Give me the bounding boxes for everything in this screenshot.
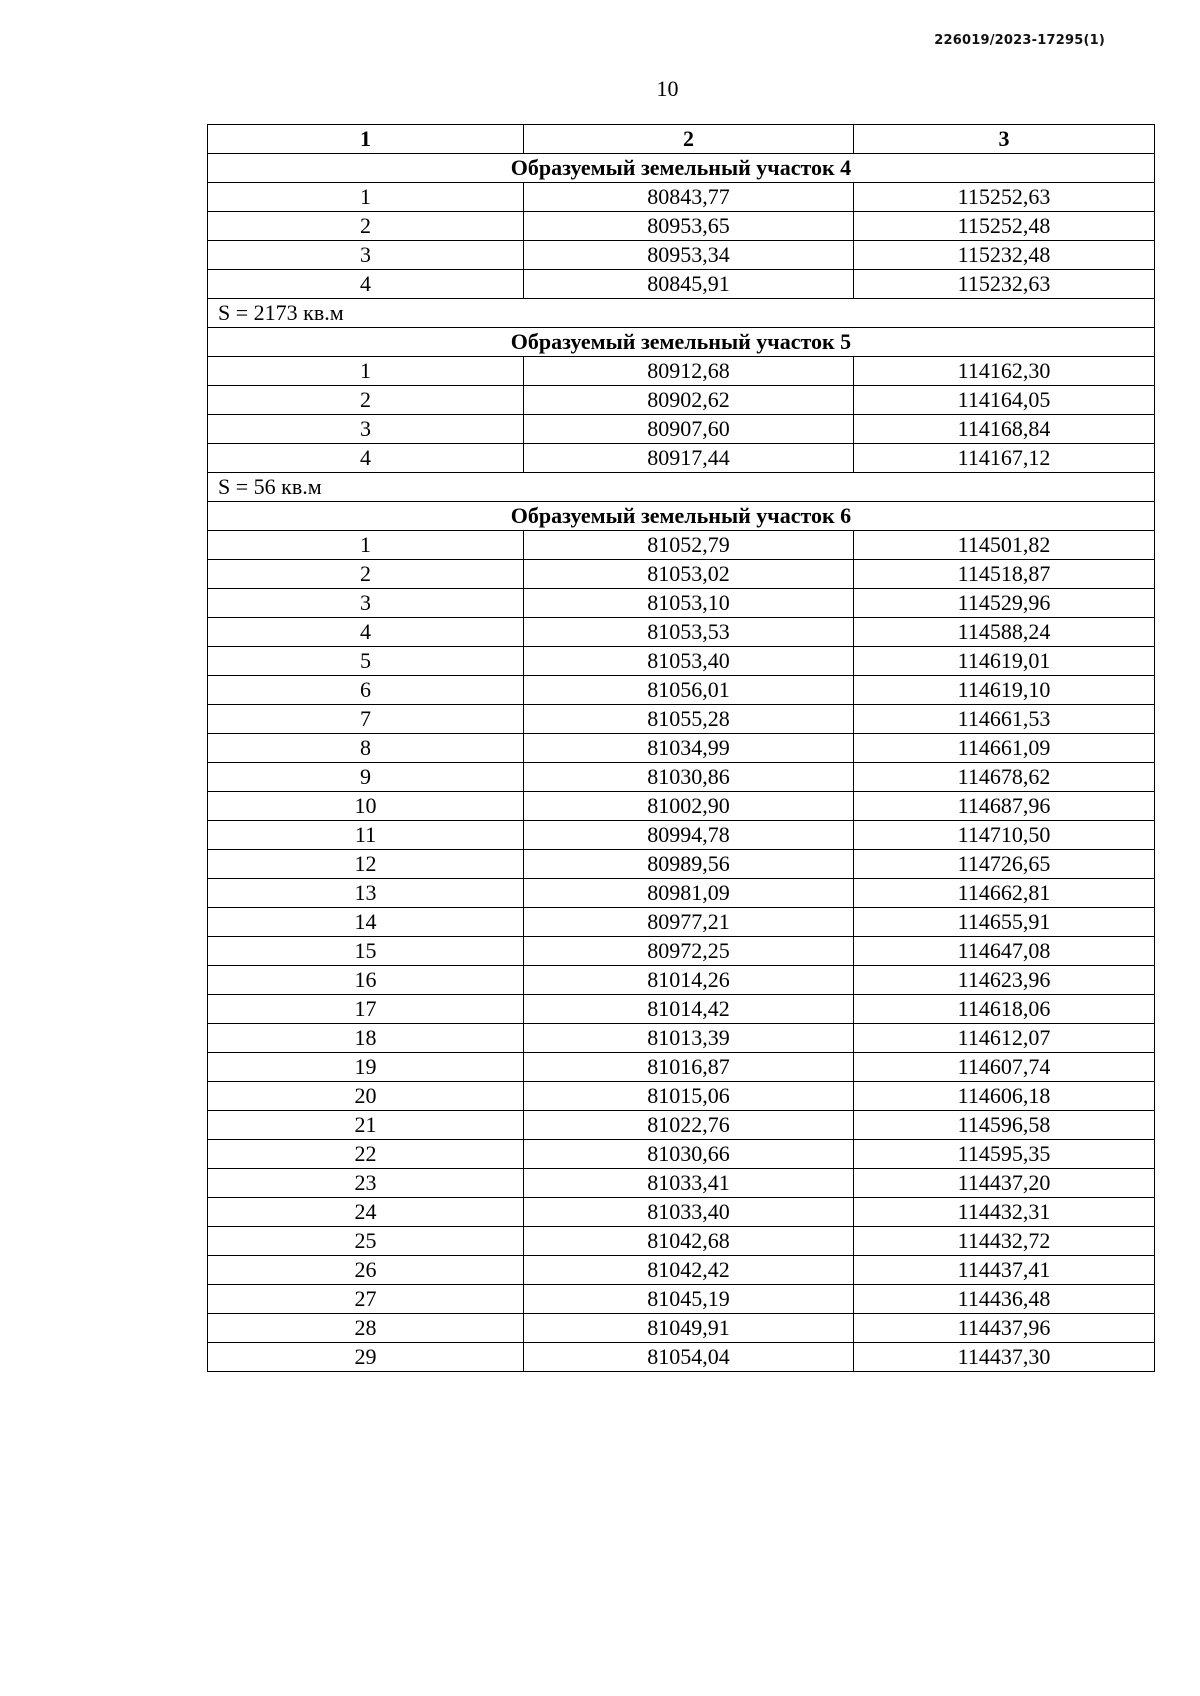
y-coordinate-cell: 114661,09 [854, 734, 1155, 763]
table-row [208, 1024, 1155, 1053]
point-number-cell: 10 [208, 792, 524, 821]
x-coordinate-cell: 81016,87 [524, 1053, 854, 1082]
point-number-cell: 2 [208, 386, 524, 415]
point-number-cell: 27 [208, 1285, 524, 1314]
point-number-cell: 18 [208, 1024, 524, 1053]
y-coordinate-cell: 114662,81 [854, 879, 1155, 908]
y-coordinate-cell: 114619,01 [854, 647, 1155, 676]
point-number-cell: 1 [208, 357, 524, 386]
x-coordinate-cell: 81014,26 [524, 966, 854, 995]
table-row [208, 1140, 1155, 1169]
header-row [208, 125, 1155, 154]
y-coordinate-cell: 114606,18 [854, 1082, 1155, 1111]
section-title-row [208, 154, 1155, 183]
y-coordinate-cell: 114529,96 [854, 589, 1155, 618]
y-coordinate-cell: 114623,96 [854, 966, 1155, 995]
point-number-cell: 15 [208, 937, 524, 966]
column-header: 2 [524, 125, 854, 154]
x-coordinate-cell: 80917,44 [524, 444, 854, 473]
point-number-cell: 1 [208, 183, 524, 212]
table-row [208, 1169, 1155, 1198]
x-coordinate-cell: 80902,62 [524, 386, 854, 415]
point-number-cell: 22 [208, 1140, 524, 1169]
table-row [208, 1227, 1155, 1256]
table-row [208, 1198, 1155, 1227]
x-coordinate-cell: 80989,56 [524, 850, 854, 879]
table-row [208, 676, 1155, 705]
y-coordinate-cell: 114726,65 [854, 850, 1155, 879]
x-coordinate-cell: 81053,10 [524, 589, 854, 618]
y-coordinate-cell: 114647,08 [854, 937, 1155, 966]
point-number-cell: 4 [208, 270, 524, 299]
point-number-cell: 26 [208, 1256, 524, 1285]
table-row [208, 647, 1155, 676]
point-number-cell: 29 [208, 1343, 524, 1372]
table-row [208, 560, 1155, 589]
x-coordinate-cell: 81053,02 [524, 560, 854, 589]
table-row [208, 270, 1155, 299]
y-coordinate-cell: 114437,96 [854, 1314, 1155, 1343]
point-number-cell: 3 [208, 415, 524, 444]
table-row [208, 792, 1155, 821]
y-coordinate-cell: 114162,30 [854, 357, 1155, 386]
table-row [208, 1053, 1155, 1082]
table-row [208, 705, 1155, 734]
x-coordinate-cell: 81030,86 [524, 763, 854, 792]
y-coordinate-cell: 114710,50 [854, 821, 1155, 850]
y-coordinate-cell: 114619,10 [854, 676, 1155, 705]
x-coordinate-cell: 81042,68 [524, 1227, 854, 1256]
x-coordinate-cell: 81055,28 [524, 705, 854, 734]
point-number-cell: 24 [208, 1198, 524, 1227]
point-number-cell: 19 [208, 1053, 524, 1082]
x-coordinate-cell: 81033,40 [524, 1198, 854, 1227]
point-number-cell: 5 [208, 647, 524, 676]
x-coordinate-cell: 81042,42 [524, 1256, 854, 1285]
y-coordinate-cell: 114612,07 [854, 1024, 1155, 1053]
y-coordinate-cell: 114588,24 [854, 618, 1155, 647]
point-number-cell: 13 [208, 879, 524, 908]
point-number-cell: 4 [208, 618, 524, 647]
y-coordinate-cell: 114661,53 [854, 705, 1155, 734]
x-coordinate-cell: 80953,65 [524, 212, 854, 241]
table-row [208, 589, 1155, 618]
point-number-cell: 2 [208, 212, 524, 241]
x-coordinate-cell: 80843,77 [524, 183, 854, 212]
table-row [208, 763, 1155, 792]
table-row [208, 1285, 1155, 1314]
y-coordinate-cell: 114437,30 [854, 1343, 1155, 1372]
area-row [208, 299, 1155, 328]
table-row [208, 995, 1155, 1024]
page-number: 10 [656, 76, 679, 101]
point-number-cell: 17 [208, 995, 524, 1024]
x-coordinate-cell: 81054,04 [524, 1343, 854, 1372]
y-coordinate-cell: 114687,96 [854, 792, 1155, 821]
table-row [208, 212, 1155, 241]
x-coordinate-cell: 81053,53 [524, 618, 854, 647]
table-row [208, 241, 1155, 270]
point-number-cell: 14 [208, 908, 524, 937]
area-value: S = 56 кв.м [208, 473, 1155, 502]
x-coordinate-cell: 81033,41 [524, 1169, 854, 1198]
point-number-cell: 6 [208, 676, 524, 705]
section-title-row [208, 502, 1155, 531]
table-row [208, 386, 1155, 415]
table-row [208, 531, 1155, 560]
point-number-cell: 8 [208, 734, 524, 763]
x-coordinate-cell: 80845,91 [524, 270, 854, 299]
table-row [208, 415, 1155, 444]
x-coordinate-cell: 81049,91 [524, 1314, 854, 1343]
point-number-cell: 4 [208, 444, 524, 473]
table-row [208, 1343, 1155, 1372]
table-row [208, 183, 1155, 212]
column-header: 1 [208, 125, 524, 154]
section-title-row [208, 328, 1155, 357]
document-id: 226019/2023-17295(1) [934, 33, 1105, 48]
x-coordinate-cell: 81052,79 [524, 531, 854, 560]
y-coordinate-cell: 114501,82 [854, 531, 1155, 560]
y-coordinate-cell: 114437,41 [854, 1256, 1155, 1285]
section-title: Образуемый земельный участок 4 [208, 154, 1155, 183]
table-body [208, 154, 1155, 1372]
y-coordinate-cell: 114596,58 [854, 1111, 1155, 1140]
y-coordinate-cell: 115252,48 [854, 212, 1155, 241]
x-coordinate-cell: 80972,25 [524, 937, 854, 966]
point-number-cell: 23 [208, 1169, 524, 1198]
table-row [208, 357, 1155, 386]
table-row [208, 1256, 1155, 1285]
x-coordinate-cell: 81014,42 [524, 995, 854, 1024]
table-row [208, 1082, 1155, 1111]
point-number-cell: 25 [208, 1227, 524, 1256]
y-coordinate-cell: 114655,91 [854, 908, 1155, 937]
y-coordinate-cell: 114437,20 [854, 1169, 1155, 1198]
y-coordinate-cell: 114168,84 [854, 415, 1155, 444]
y-coordinate-cell: 114167,12 [854, 444, 1155, 473]
point-number-cell: 9 [208, 763, 524, 792]
table-row [208, 444, 1155, 473]
point-number-cell: 28 [208, 1314, 524, 1343]
x-coordinate-cell: 81034,99 [524, 734, 854, 763]
x-coordinate-cell: 80994,78 [524, 821, 854, 850]
table-row [208, 850, 1155, 879]
x-coordinate-cell: 80953,34 [524, 241, 854, 270]
x-coordinate-cell: 81056,01 [524, 676, 854, 705]
y-coordinate-cell: 114678,62 [854, 763, 1155, 792]
point-number-cell: 11 [208, 821, 524, 850]
point-number-cell: 16 [208, 966, 524, 995]
point-number-cell: 1 [208, 531, 524, 560]
x-coordinate-cell: 81045,19 [524, 1285, 854, 1314]
section-title: Образуемый земельный участок 6 [208, 502, 1155, 531]
point-number-cell: 3 [208, 241, 524, 270]
y-coordinate-cell: 115232,63 [854, 270, 1155, 299]
table-row [208, 879, 1155, 908]
y-coordinate-cell: 114432,72 [854, 1227, 1155, 1256]
x-coordinate-cell: 81030,66 [524, 1140, 854, 1169]
table-row [208, 1314, 1155, 1343]
x-coordinate-cell: 80977,21 [524, 908, 854, 937]
y-coordinate-cell: 114436,48 [854, 1285, 1155, 1314]
table-row [208, 1111, 1155, 1140]
y-coordinate-cell: 114595,35 [854, 1140, 1155, 1169]
table-row [208, 966, 1155, 995]
section-title: Образуемый земельный участок 5 [208, 328, 1155, 357]
x-coordinate-cell: 80912,68 [524, 357, 854, 386]
point-number-cell: 3 [208, 589, 524, 618]
table-row [208, 734, 1155, 763]
y-coordinate-cell: 114518,87 [854, 560, 1155, 589]
x-coordinate-cell: 80981,09 [524, 879, 854, 908]
table-row [208, 821, 1155, 850]
y-coordinate-cell: 115232,48 [854, 241, 1155, 270]
y-coordinate-cell: 114432,31 [854, 1198, 1155, 1227]
coordinates-table [207, 124, 1155, 1372]
y-coordinate-cell: 114607,74 [854, 1053, 1155, 1082]
point-number-cell: 20 [208, 1082, 524, 1111]
area-row [208, 473, 1155, 502]
x-coordinate-cell: 81053,40 [524, 647, 854, 676]
x-coordinate-cell: 81015,06 [524, 1082, 854, 1111]
y-coordinate-cell: 115252,63 [854, 183, 1155, 212]
point-number-cell: 21 [208, 1111, 524, 1140]
table-row [208, 908, 1155, 937]
x-coordinate-cell: 81002,90 [524, 792, 854, 821]
y-coordinate-cell: 114164,05 [854, 386, 1155, 415]
area-value: S = 2173 кв.м [208, 299, 1155, 328]
point-number-cell: 12 [208, 850, 524, 879]
x-coordinate-cell: 81013,39 [524, 1024, 854, 1053]
y-coordinate-cell: 114618,06 [854, 995, 1155, 1024]
table-row [208, 618, 1155, 647]
table-row [208, 937, 1155, 966]
point-number-cell: 7 [208, 705, 524, 734]
column-header: 3 [854, 125, 1155, 154]
point-number-cell: 2 [208, 560, 524, 589]
x-coordinate-cell: 80907,60 [524, 415, 854, 444]
x-coordinate-cell: 81022,76 [524, 1111, 854, 1140]
